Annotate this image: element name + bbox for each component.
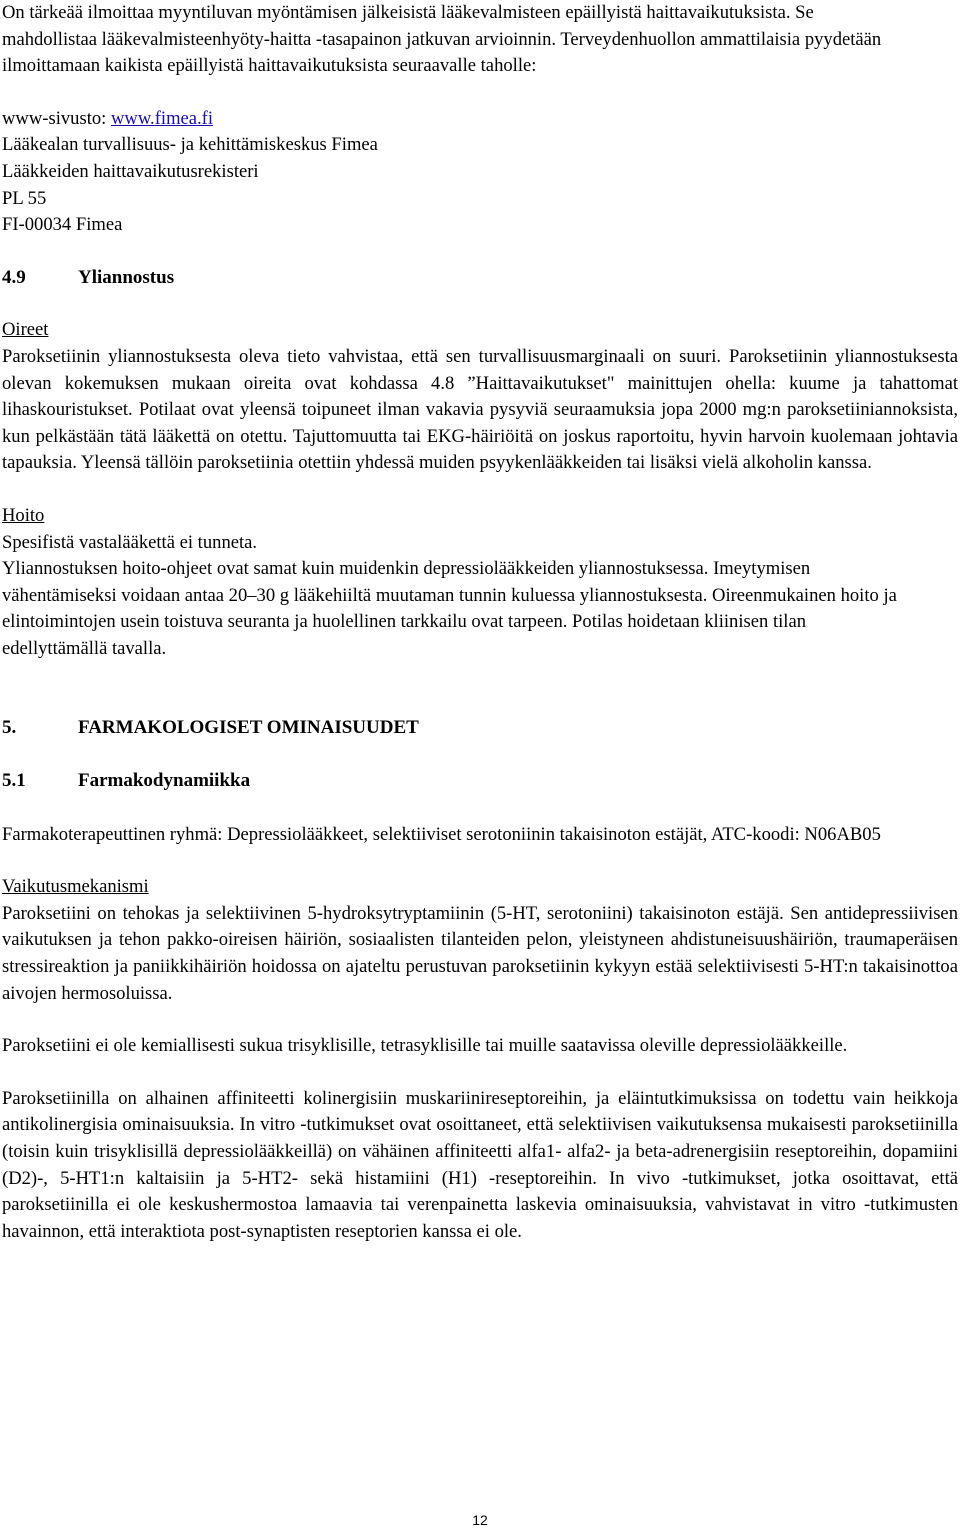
website-label: www-sivusto: bbox=[2, 107, 111, 129]
oireet-paragraph: Paroksetiinin yliannostuksesta oleva tieto vahvistaa, että sen turvallisuusmarginaali on suuri. Paroksetiinin yliannostuksesta olevan kokemuksen mukaan oireita ovat kohdassa 4.8 ”Haittavaikutukset" mainittujen ohella: kuume ja tahattomat lihaskouristukset. Potilaat ovat yleensä toipuneet ilman vakavia pysyviä seuraamuksia jopa 2000 mg:n paroksetiiniannoksista, kun pelkästään tätä lääkettä on otettu. Tajuttomuutta tai EKG-häiriöitä on joskus raportoitu, hyvin harvoin kuolemaan johtavia tapauksia. Yleensä tällöin paroksetiinia otettiin yhdessä muiden psyykenlääkkeiden tai lisäksi vielä alkoholin kanssa. bbox=[2, 345, 958, 474]
website-line bbox=[2, 106, 958, 133]
contact-line-postcode: FI-00034 Fimea bbox=[2, 214, 123, 236]
mechanism-paragraph-1: Paroksetiini on tehokas ja selektiivinen 5-hydroksytryptamiinin (5-HT, serotoniini) takaisinoton estäjä. Sen antidepressiivisen vaikutuksen ja tehon pakko-oireisen häiriön, sosiaalisten tilanteiden pelon, yleistyneen ahdistuneisuushäiriön, traumaperäisen stressireaktion ja paniikkihäiriön hoidossa on ajateltu perustuvan paroksetiinin kykyyn estää selektiivisesti 5-HT:n takaisinottoa aivojen hermosoluissa. bbox=[2, 902, 958, 1004]
pharmacotherapeutic-group: Farmakoterapeuttinen ryhmä: Depressiolääkkeet, selektiiviset serotoniinin takaisinoton estäjät, ATC-koodi: N06AB05 bbox=[2, 823, 881, 845]
section-title: Farmakodynamiikka bbox=[78, 770, 251, 792]
section-number: 5.1 bbox=[2, 770, 26, 792]
mechanism-paragraph-2: Paroksetiini ei ole kemiallisesti sukua trisyklisille, tetrasyklisille tai muille saatavissa oleville depressiolääkkeille. bbox=[2, 1035, 848, 1057]
section-title: Yliannostus bbox=[78, 266, 175, 288]
mechanism-paragraph-3: Paroksetiinilla on alhainen affiniteetti kolinergisiin muskariinireseptoreihin, ja eläintutkimuksissa on todettu vain heikkoja antikolinergisia ominaisuuksia. In vitro -tutkimukset ovat osoittaneet, että selektiivisen vaikutuksensa mukaisesti paroksetiinilla (toisin kuin trisyklisillä depressiolääkkeillä) on vähäinen affiniteetti alfa1- alfa2- ja beta-adrenergisiin reseptoreihin, dopamiini (D2)-, 5-HT1:n kaltaisiin ja 5-HT2- sekä histamiini (H1) -reseptoreihin. In vivo -tutkimukset, jotka osoittavat, että paroksetiinilla ei ole keskushermostoa lamaavia tai verenpainetta laskevia ominaisuuksia, vahvistavat in vitro -tutkimusten havainnon, että interaktiota post-synaptisten reseptorien kanssa ei ole. bbox=[2, 1087, 958, 1242]
section-5-1-heading bbox=[2, 768, 958, 795]
page-number: 12 bbox=[472, 1512, 488, 1528]
section-number: 5. bbox=[2, 717, 17, 739]
hoito-paragraph: Yliannostuksen hoito-ohjeet ovat samat kuin muidenkin depressiolääkkeiden yliannostuksessa. Imeytymisen vähentämiseksi voidaan antaa 20–30 g lääkehiiltä muutaman tunnin kuluessa yliannostuksesta. Oireenmukainen hoito ja elintoimintojen usein toistuva seuranta ja huolellinen tarkkailu ovat tarpeen. Potilas hoidetaan kliinisen tilan edellyttämällä tavalla. bbox=[2, 558, 897, 659]
intro-paragraph: On tärkeää ilmoittaa myyntiluvan myöntämisen jälkeisistä lääkevalmisteen epäillyistä haittavaikutuksista. Se mahdollistaa lääkevalmisteenhyöty-haitta -tasapainon jatkuvan arvioinnin. Terveydenhuollon ammattilaisia pyydetään ilmoittamaan kaikista epäillyistä haittavaikutuksista seuraavalle taholle: bbox=[2, 2, 882, 77]
fimea-link[interactable]: www.fimea.fi bbox=[110, 107, 214, 129]
contact-line-pobox: PL 55 bbox=[2, 187, 47, 209]
section-number: 4.9 bbox=[2, 266, 26, 288]
section-5-heading bbox=[2, 715, 958, 742]
subheading-mechanism: Vaikutusmekanismi bbox=[2, 876, 149, 898]
section-4-9-heading bbox=[2, 265, 958, 292]
subheading-oireet: Oireet bbox=[2, 319, 49, 341]
reporting-contact bbox=[2, 106, 958, 239]
contact-line-agency: Lääkealan turvallisuus- ja kehittämiskeskus Fimea bbox=[2, 134, 378, 156]
subheading-hoito: Hoito bbox=[2, 504, 45, 526]
hoito-line: Spesifistä vastalääkettä ei tunneta. bbox=[2, 531, 258, 553]
contact-line-registry: Lääkkeiden haittavaikutusrekisteri bbox=[2, 160, 259, 182]
section-title: FARMAKOLOGISET OMINAISUUDET bbox=[78, 717, 419, 739]
